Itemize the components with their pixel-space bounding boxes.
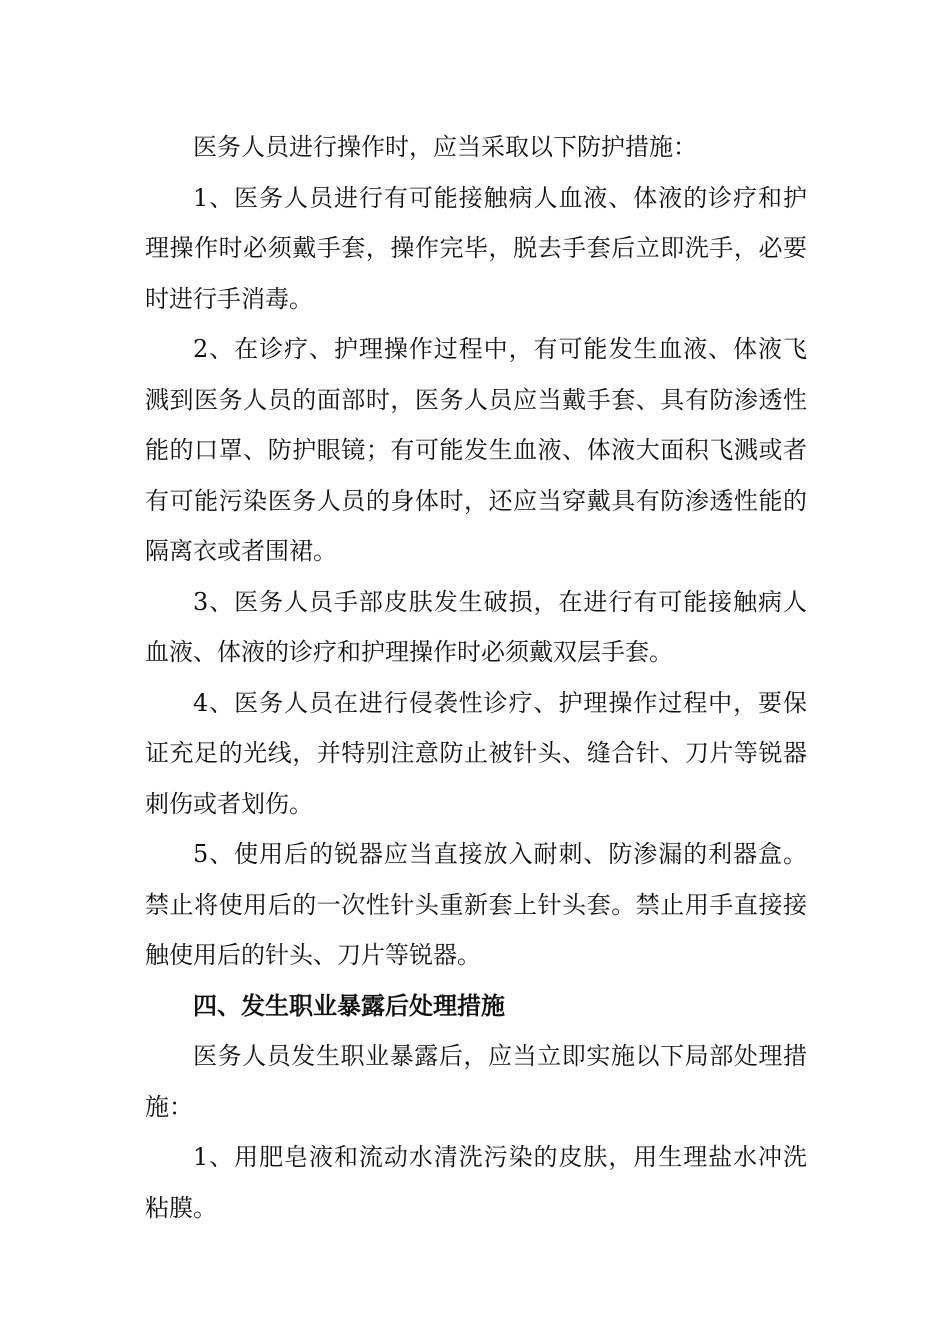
post-exposure-intro-paragraph: 医务人员发生职业暴露后，应当立即实施以下局部处理措施： bbox=[145, 1042, 807, 1121]
section-heading: 四、发生职业暴露后处理措施 bbox=[193, 991, 505, 1020]
measure-2-paragraph: 2、在诊疗、护理操作过程中，有可能发生血液、体液飞溅到医务人员的面部时，医务人员应当戴手套、具有防渗透性能的口罩、防护眼镜；有可能发生血液、体液大面积飞溅或者有可能污染医务人员的身体时，还应当穿戴具有防渗透性能的隔离衣或者围裙。 bbox=[145, 335, 807, 565]
measure-5-paragraph: 5、使用后的锐器应当直接放入耐刺、防渗漏的利器盒。禁止将使用后的一次性针头重新套上针头套。禁止用手直接接触使用后的针头、刀片等锐器。 bbox=[145, 840, 807, 969]
measure-3-paragraph: 3、医务人员手部皮肤发生破损，在进行有可能接触病人血液、体液的诊疗和护理操作时必须戴双层手套。 bbox=[145, 587, 807, 666]
measure-1-paragraph: 1、医务人员进行有可能接触病人血液、体液的诊疗和护理操作时必须戴手套，操作完毕，脱去手套后立即洗手，必要时进行手消毒。 bbox=[145, 183, 807, 313]
post-exposure-step-1-paragraph: 1、用肥皂液和流动水清洗污染的皮肤，用生理盐水冲洗粘膜。 bbox=[145, 1143, 807, 1222]
intro-paragraph: 医务人员进行操作时，应当采取以下防护措施： bbox=[193, 133, 697, 161]
document-page bbox=[145, 122, 807, 1233]
measure-4-paragraph: 4、医务人员在进行侵袭性诊疗、护理操作过程中，要保证充足的光线，并特别注意防止被针头、缝合针、刀片等锐器刺伤或者划伤。 bbox=[145, 688, 807, 818]
